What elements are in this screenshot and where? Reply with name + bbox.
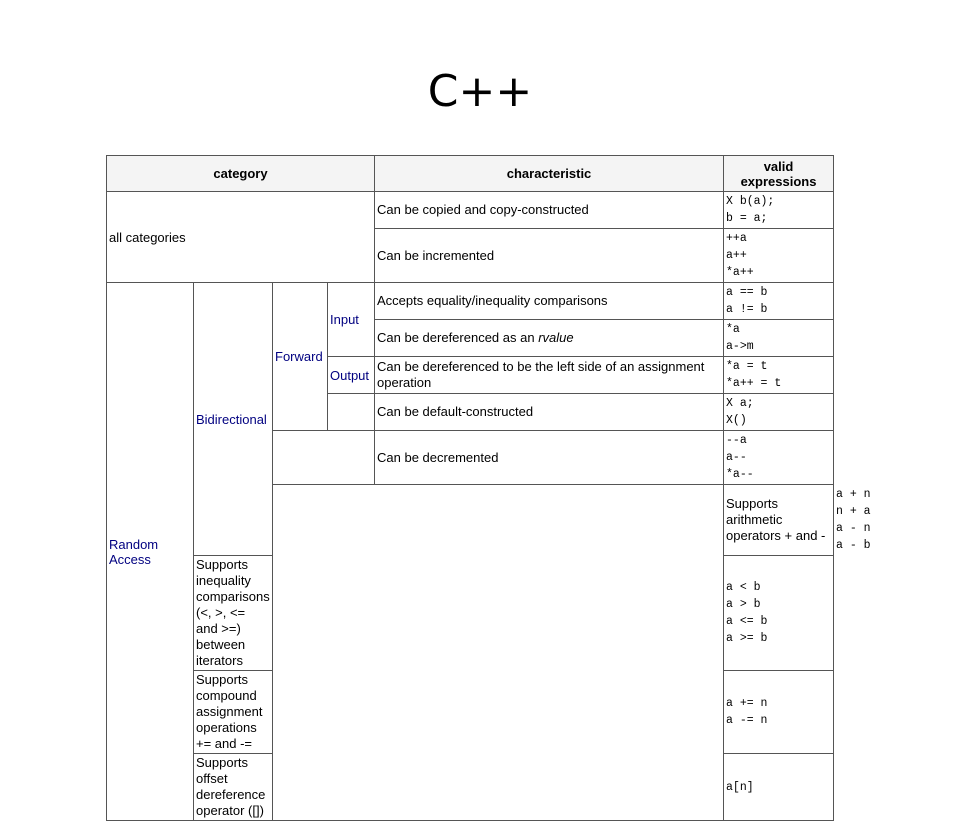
characteristic-cell: Can be dereferenced as an rvalue: [375, 320, 724, 357]
header-characteristic: characteristic: [375, 156, 724, 192]
category-all: all categories: [107, 192, 375, 283]
characteristic-cell: Can be default-constructed: [375, 394, 724, 431]
category-input: Input: [328, 283, 375, 357]
empty-category-cell: [328, 394, 375, 431]
expression-cell: a[n]: [724, 754, 834, 821]
characteristic-cell: Can be decremented: [375, 431, 724, 485]
expression-cell: *a a->m: [724, 320, 834, 357]
characteristic-cell: Supports compound assignment operations += and -=: [194, 671, 273, 754]
slide-title: C++: [427, 66, 533, 117]
characteristic-cell: Supports offset dereference operator ([]): [194, 754, 273, 821]
characteristic-cell: Can be copied and copy-constructed: [375, 192, 724, 229]
header-row: [107, 156, 834, 192]
empty-category-cell: [273, 431, 375, 485]
expression-cell: a == b a != b: [724, 283, 834, 320]
expression-cell: X b(a); b = a;: [724, 192, 834, 229]
header-valid-expressions: valid expressions: [724, 156, 834, 192]
characteristic-cell: Supports arithmetic operators + and -: [724, 485, 834, 556]
header-category: category: [107, 156, 375, 192]
empty-category-cell: [273, 485, 724, 821]
expression-cell: *a = t *a++ = t: [724, 357, 834, 394]
expression-cell: a < b a > b a <= b a >= b: [724, 556, 834, 671]
characteristic-cell: Supports inequality comparisons (<, >, <= and >=) between iterators: [194, 556, 273, 671]
expression-cell: ++a a++ *a++: [724, 229, 834, 283]
expression-cell: --a a-- *a--: [724, 431, 834, 485]
characteristic-cell: Accepts equality/inequality comparisons: [375, 283, 724, 320]
category-random-access: Random Access: [107, 283, 194, 821]
category-output: Output: [328, 357, 375, 394]
category-bidirectional: Bidirectional: [194, 283, 273, 556]
characteristic-cell: Can be dereferenced to be the left side of an assignment operation: [375, 357, 724, 394]
category-forward: Forward: [273, 283, 328, 431]
table-row: [107, 192, 834, 229]
table-row: Supports arithmetic operators + and - a + n n + a a - n a - b: [107, 485, 834, 556]
iterator-categories-table: [106, 155, 871, 821]
expression-cell: a += n a -= n: [724, 671, 834, 754]
characteristic-cell: Can be incremented: [375, 229, 724, 283]
table-row: [107, 283, 834, 320]
expression-cell: X a; X(): [724, 394, 834, 431]
